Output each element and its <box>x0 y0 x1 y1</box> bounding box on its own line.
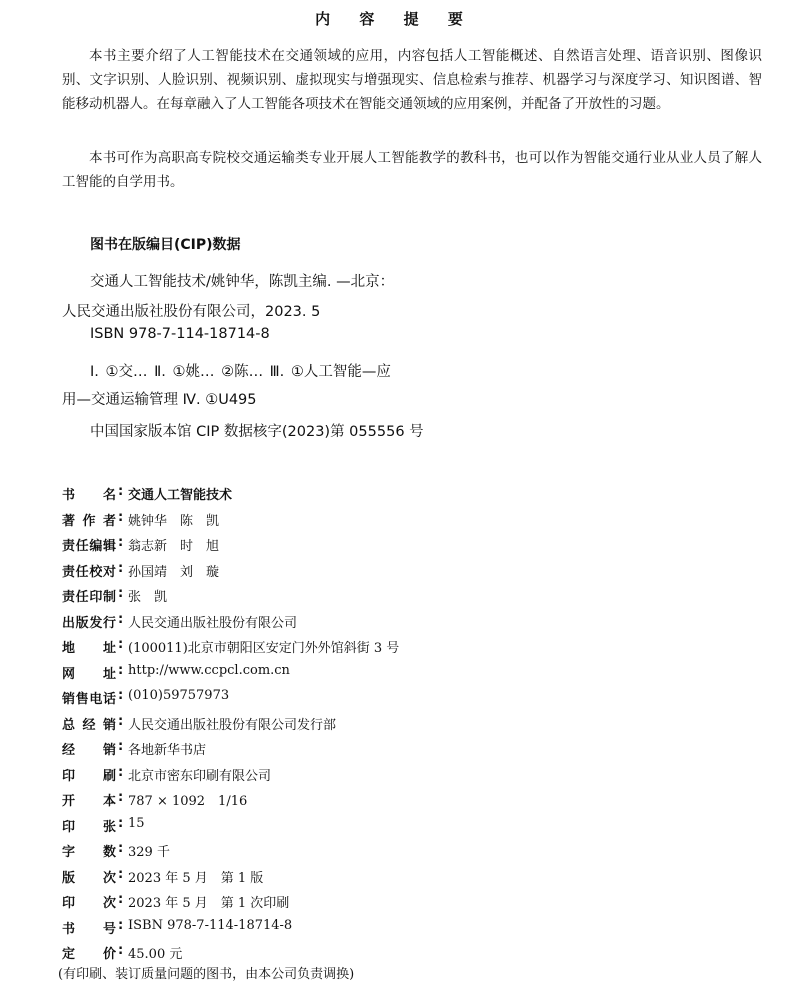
info-value: 2023 年 5 月 第 1 次印刷 <box>128 896 290 911</box>
info-value: 姚钟华 陈 凯 <box>128 513 220 529</box>
info-label: 印次 <box>62 896 116 911</box>
info-label: 书号 <box>62 921 116 937</box>
info-value: 787 × 1092 1/16 <box>128 794 248 809</box>
info-label: 责任校对 <box>62 564 116 580</box>
info-value: 交通人工智能技术 <box>128 488 233 503</box>
info-value: 15 <box>128 815 145 831</box>
cip-line-1: 交通人工智能技术/姚钟华，陈凯主编. —北京： <box>90 274 395 290</box>
copyright-page: 内 容 提 要 本书主要介绍了人工智能技术在交通领域的应用，内容包括人工智能概述、自然语言处理、语音识别、图像识别、文字识别、人脸识别、视频识别、虚拟现实与增强现实、信息检索与推荐、机器学习与深度学习、知识图谱、智能移动机器人。在每章融入了人工智能各项技术在智能交通领域的应用案例，并配备了开放性的习题。 本书可作为高职高专院校交通运输类专业开展人工智能教学的教科书，也可以作为智能交通行业从业人员了解人工智能的自学用书。 图书在版编目(CIP)数据 交通人工智能技术/姚钟华，陈凯主编. —北京： 人民交通出版社股份有限公司，2023. 5 ISBN 978-7-114-18714-8 Ⅰ. ①交… Ⅱ. ①姚… ②陈… Ⅲ. ①人工智能—应 用—交通运输管理 Ⅳ. ①U495 中国国家版本馆 CIP 数据核字(2023)第 055556 号 书名 : 交通人工智能技术 著作者 : 姚钟华 陈 凯 责任编辑 : 翁志新 时 旭 责任校对 : 孙国靖 刘 璇 责任印制 : 张 凯 出版发行 : 人民交通出版社股份有限公司 地址 : (100011)北京市朝阳区安定门外外馆斜街 3 号 网址 : http://www.ccpcl.com.cn 销售电话 : (010)59757973 总经销 : 人民交通出版社股份有限公司发行部 经销 : 各地新华书店 印刷 : 北京市密东印刷有限公司 开本 : 787 × 1092 1/16 印张 : 15 字数 : 329 千 版次 : 2023 年 5 月 第 1 版 印次 : 2023 年 5 月 第 1 次印刷 书号 : ISBN 978-7-114-18714-8 定价 : 45.00 元 (有印刷、装订质量问题的图书，由本公司负责调换) <box>0 0 790 989</box>
info-value: (100011)北京市朝阳区安定门外外馆斜街 3 号 <box>128 641 400 656</box>
info-value: 人民交通出版社股份有限公司 <box>128 615 298 631</box>
info-value: (010)59757973 <box>128 688 230 703</box>
info-label: 出版发行 <box>62 615 116 631</box>
info-label: 总经销 <box>62 717 116 733</box>
info-value: 张 凯 <box>128 590 168 605</box>
info-value: http://www.ccpcl.com.cn <box>128 662 290 678</box>
info-label: 销售电话 <box>62 692 116 707</box>
info-label: 责任印制 <box>62 590 116 605</box>
summary-paragraph-1: 本书主要介绍了人工智能技术在交通领域的应用，内容包括人工智能概述、自然语言处理、语音识别、图像识别、文字识别、人脸识别、视频识别、虚拟现实与增强现实、信息检索与推荐、机器学习与深度学习、知识图谱、智能移动机器人。在每章融入了人工智能各项技术在智能交通领域的应用案例，并配备了开放性的习题。 <box>62 48 762 112</box>
summary-paragraph-2: 本书可作为高职高专院校交通运输类专业开展人工智能教学的教科书，也可以作为智能交通行业从业人员了解人工智能的自学用书。 <box>62 150 762 190</box>
info-value: 翁志新 时 旭 <box>128 539 220 554</box>
info-value: 人民交通出版社股份有限公司发行部 <box>128 717 337 733</box>
info-label: 定价 <box>62 947 116 962</box>
cip-line-6: 中国国家版本馆 CIP 数据核字(2023)第 055556 号 <box>90 424 424 440</box>
cip-line-3: ISBN 978-7-114-18714-8 <box>90 326 270 342</box>
info-label: 地址 <box>62 641 116 656</box>
page-title: 内 容 提 要 <box>315 10 475 28</box>
cip-line-5: 用—交通运输管理 Ⅳ. ①U495 <box>62 392 257 408</box>
info-label: 责任编辑 <box>62 539 116 554</box>
cip-heading: 图书在版编目(CIP)数据 <box>90 237 241 253</box>
cip-line-4: Ⅰ. ①交… Ⅱ. ①姚… ②陈… Ⅲ. ①人工智能—应 <box>90 364 391 380</box>
info-value: 329 千 <box>128 845 170 860</box>
quality-note: (有印刷、装订质量问题的图书，由本公司负责调换) <box>58 967 355 982</box>
info-value: ISBN 978-7-114-18714-8 <box>128 917 293 933</box>
info-value: 2023 年 5 月 第 1 版 <box>128 870 264 886</box>
info-label: 书名 <box>62 488 116 503</box>
info-value: 北京市密东印刷有限公司 <box>128 768 272 784</box>
info-label: 网址 <box>62 666 116 682</box>
info-label: 著作者 <box>62 513 116 529</box>
info-label: 版次 <box>62 870 116 886</box>
info-label: 经销 <box>62 743 116 758</box>
info-label: 开本 <box>62 794 116 809</box>
cip-line-2: 人民交通出版社股份有限公司，2023. 5 <box>62 304 321 320</box>
info-value: 各地新华书店 <box>128 743 207 758</box>
info-label: 字数 <box>62 845 116 860</box>
info-label: 印刷 <box>62 768 116 784</box>
info-label: 印张 <box>62 819 116 835</box>
info-value: 45.00 元 <box>128 947 183 962</box>
info-value: 孙国靖 刘 璇 <box>128 564 220 580</box>
